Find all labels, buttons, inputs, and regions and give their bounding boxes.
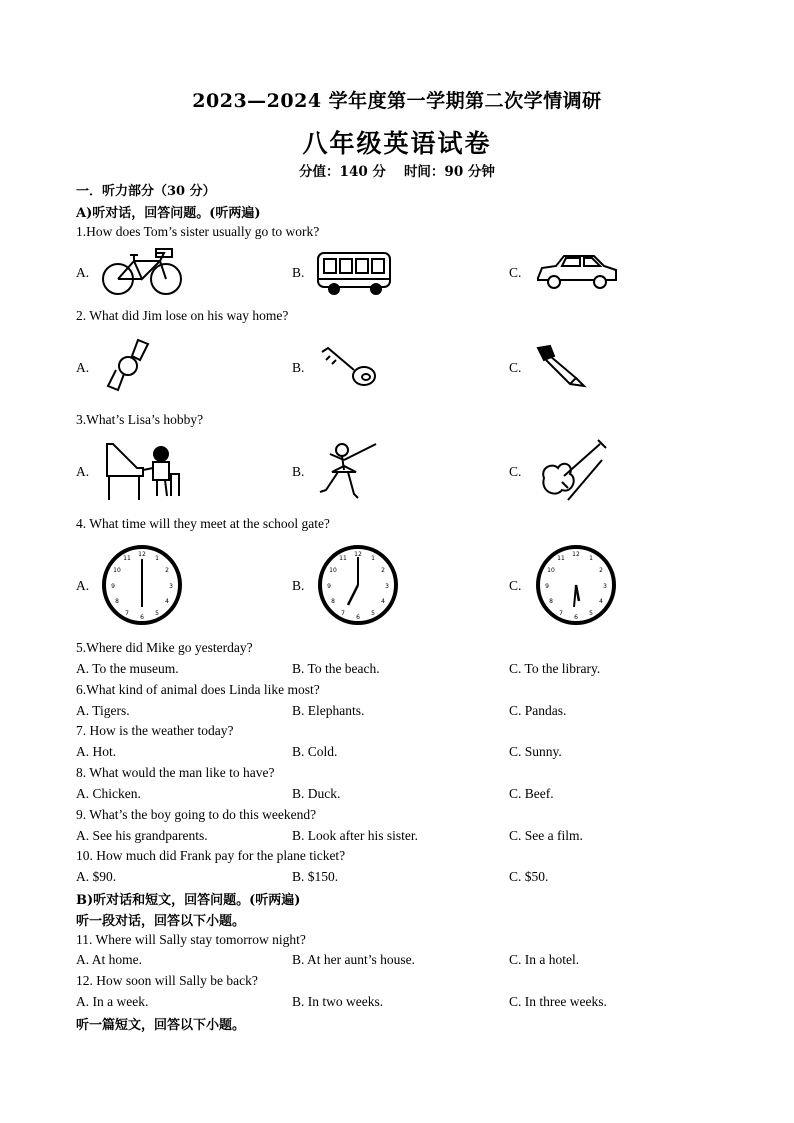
svg-text:7: 7 — [125, 610, 129, 617]
option-c: C. $50. — [509, 869, 549, 884]
option-b: B. In two weeks. — [292, 994, 384, 1009]
svg-text:5: 5 — [371, 610, 375, 617]
option-label: B. — [292, 265, 305, 280]
option-a: A. $90. — [76, 869, 117, 884]
svg-text:12: 12 — [138, 551, 146, 558]
option-label: C. — [509, 578, 522, 593]
option-a: A. Tigers. — [76, 703, 130, 718]
option-c: C. Beef. — [509, 786, 554, 801]
svg-text:12: 12 — [354, 551, 362, 558]
option-label: C. — [509, 464, 522, 479]
exam-title: 2023—2024 学年度第一学期第二次学情调研 — [192, 90, 602, 112]
question-1: 1.How does Tom’s sister usually go to work? — [76, 224, 320, 239]
svg-text:2: 2 — [599, 567, 603, 574]
clock-6-icon — [100, 543, 184, 627]
option-label: A. — [76, 360, 90, 375]
svg-text:7: 7 — [341, 610, 345, 617]
svg-text:8: 8 — [331, 598, 335, 605]
option-a: A. Hot. — [76, 744, 117, 759]
svg-text:4: 4 — [165, 598, 169, 605]
svg-text:6: 6 — [574, 614, 578, 621]
option-label: C. — [509, 360, 522, 375]
passage-note: 听一篇短文，回答以下小题。 — [76, 1018, 246, 1033]
svg-text:2: 2 — [381, 567, 385, 574]
exam-subtitle: 八年级英语试卷 — [302, 129, 492, 158]
svg-text:2: 2 — [165, 567, 169, 574]
option-b: B. Elephants. — [292, 703, 365, 718]
svg-text:9: 9 — [327, 583, 331, 590]
svg-text:11: 11 — [123, 555, 131, 562]
svg-text:7: 7 — [559, 610, 563, 617]
svg-text:5: 5 — [155, 610, 159, 617]
dancer-icon — [318, 440, 380, 506]
svg-text:3: 3 — [169, 583, 173, 590]
option-label: B. — [292, 360, 305, 375]
car-icon — [534, 252, 620, 292]
bus-icon — [314, 247, 396, 297]
question-9: 9. What’s the boy going to do this weekend? — [76, 807, 317, 822]
question-10: 10. How much did Frank pay for the plane ticket? — [76, 848, 346, 863]
svg-text:12: 12 — [572, 551, 580, 558]
question-5: 5.Where did Mike go yesterday? — [76, 640, 253, 655]
svg-text:9: 9 — [111, 583, 115, 590]
svg-text:8: 8 — [115, 598, 119, 605]
option-label: C. — [509, 265, 522, 280]
option-label: B. — [292, 464, 305, 479]
svg-text:6: 6 — [140, 614, 144, 621]
dialogue-note: 听一段对话，回答以下小题。 — [76, 914, 246, 929]
violin-icon — [538, 438, 608, 504]
option-c: C. In a hotel. — [509, 952, 580, 967]
part-a-instruction: A)听对话，回答问题。(听两遍) — [76, 206, 261, 221]
option-b: B. To the beach. — [292, 661, 380, 676]
svg-text:1: 1 — [371, 555, 375, 562]
svg-text:3: 3 — [603, 583, 607, 590]
svg-text:10: 10 — [547, 567, 555, 574]
question-2: 2. What did Jim lose on his way home? — [76, 308, 289, 323]
question-8: 8. What would the man like to have? — [76, 765, 275, 780]
option-c: C. See a film. — [509, 828, 583, 843]
option-b: B. $150. — [292, 869, 339, 884]
svg-text:10: 10 — [329, 567, 337, 574]
option-a: A. To the museum. — [76, 661, 179, 676]
svg-text:4: 4 — [381, 598, 385, 605]
svg-text:3: 3 — [385, 583, 389, 590]
option-a: A. At home. — [76, 952, 142, 967]
option-label: A. — [76, 464, 90, 479]
option-label: B. — [292, 578, 305, 593]
svg-text:11: 11 — [557, 555, 565, 562]
key-icon — [318, 346, 378, 388]
question-7: 7. How is the weather today? — [76, 723, 234, 738]
svg-text:1: 1 — [155, 555, 159, 562]
piano-icon — [103, 440, 183, 502]
svg-text:8: 8 — [549, 598, 553, 605]
part-b-instruction: B)听对话和短文，回答问题。(听两遍) — [76, 893, 301, 908]
option-c: C. Sunny. — [509, 744, 562, 759]
option-b: B. At her aunt’s house. — [292, 952, 415, 967]
question-4: 4. What time will they meet at the school gate? — [76, 516, 330, 531]
option-c: C. Pandas. — [509, 703, 567, 718]
exam-info — [0, 160, 794, 180]
option-label: A. — [76, 578, 90, 593]
question-6: 6.What kind of animal does Linda like most? — [76, 682, 320, 697]
svg-text:11: 11 — [339, 555, 347, 562]
time-info: 时间：90 分钟 — [403, 164, 495, 180]
clock-7-icon — [316, 543, 400, 627]
question-3: 3.What’s Lisa’s hobby? — [76, 412, 204, 427]
option-c: C. In three weeks. — [509, 994, 607, 1009]
option-b: B. Duck. — [292, 786, 341, 801]
option-label: A. — [76, 265, 90, 280]
option-b: B. Look after his sister. — [292, 828, 418, 843]
option-a: A. In a week. — [76, 994, 149, 1009]
svg-text:10: 10 — [113, 567, 121, 574]
option-a: A. Chicken. — [76, 786, 141, 801]
pen-icon — [532, 344, 588, 390]
watch-icon — [104, 338, 154, 394]
option-b: B. Cold. — [292, 744, 338, 759]
svg-text:9: 9 — [545, 583, 549, 590]
svg-text:1: 1 — [589, 555, 593, 562]
option-c: C. To the library. — [509, 661, 601, 676]
clock-630-icon — [534, 543, 618, 627]
svg-text:6: 6 — [356, 614, 360, 621]
section-title: 一．听力部分（30 分） — [76, 184, 216, 199]
question-12: 12. How soon will Sally be back? — [76, 973, 258, 988]
bicycle-icon — [98, 245, 186, 297]
svg-text:5: 5 — [589, 610, 593, 617]
score-info: 分值：140 分 — [299, 164, 386, 180]
svg-text:4: 4 — [599, 598, 603, 605]
option-a: A. See his grandparents. — [76, 828, 208, 843]
question-11: 11. Where will Sally stay tomorrow night? — [76, 932, 306, 947]
